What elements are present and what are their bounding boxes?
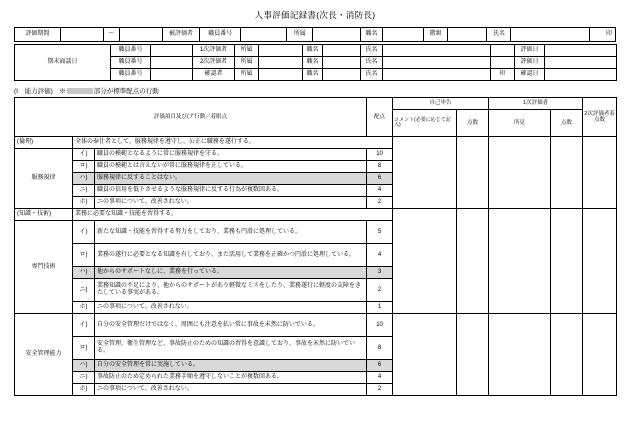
row-text: 業務の遂行に必要となる知識を有しており、また活用して業務を正確かつ円滑に処理している。 [95, 244, 367, 267]
row-points: 2 [367, 279, 393, 302]
table-row [15, 314, 617, 337]
group-subject-1: 服務規律 [15, 149, 73, 209]
confirmer-post-label: 職名 [303, 69, 323, 81]
row-text: 職員の信用を低下させるような服務規律に反する行為が複数回ある。 [95, 185, 367, 197]
shade-swatch [67, 88, 93, 94]
evaluator2-role: 2次評価者 [193, 57, 235, 69]
group-subject-3: 安全管理能力 [15, 314, 73, 396]
row-text: 新たな知識・技能を習得する努力をしており、業務も円滑に処理している。 [95, 221, 367, 244]
evaluators-table [14, 44, 617, 81]
name-field[interactable] [511, 28, 589, 42]
col-header-self-score: 点数 [457, 110, 489, 137]
affiliation-field[interactable] [313, 28, 361, 42]
row-marker: イ) [73, 314, 95, 337]
col-header-first-score: 点数 [551, 110, 583, 137]
row-marker: ニ) [73, 279, 95, 302]
evaluator1-date-field[interactable] [545, 45, 617, 57]
first-score-cell-2[interactable] [551, 209, 583, 314]
row-points: 6 [367, 360, 393, 372]
first-opinion-cell-2[interactable] [489, 209, 551, 314]
col-header-points: 配点 [367, 98, 393, 137]
second-score-cell-2[interactable] [583, 209, 617, 314]
period-to-field[interactable] [119, 28, 163, 42]
group-subject-2: 専門技術 [15, 221, 73, 314]
row-marker: ホ) [73, 302, 95, 314]
evaluator2-affiliation-field[interactable] [259, 57, 303, 69]
self-score-cell-1[interactable] [457, 137, 489, 209]
rank-field[interactable] [448, 28, 487, 42]
row-marker: ハ) [73, 173, 95, 185]
col-header-self-report: 自己申告 [393, 98, 489, 110]
evaluator1-date-label: 評価日 [515, 45, 545, 57]
confirmer-name-label: 氏名 [361, 69, 383, 81]
row-text: 業務知識の不足により、他からのサポートがあり軽微なミスをしたり、業務遂行に軽度の支障をきたしている事実がある。 [95, 279, 367, 302]
row-points: 4 [367, 185, 393, 197]
row-marker: ハ) [73, 360, 95, 372]
period-label: 評価期間 [15, 28, 61, 42]
affiliation-label: 所属 [287, 28, 313, 42]
evaluator1-affiliation-field[interactable] [259, 45, 303, 57]
second-score-cell-3[interactable] [583, 314, 617, 396]
first-score-cell-1[interactable] [551, 137, 583, 209]
col-header-first-opinion: 所見 [489, 110, 551, 137]
header-block [14, 27, 616, 81]
section-label [14, 86, 630, 95]
row-marker: ホ) [73, 384, 95, 396]
first-score-cell-3[interactable] [551, 314, 583, 396]
evaluatee-label: 被評価者 [163, 28, 200, 42]
document-page [0, 9, 630, 448]
row-marker: イ) [73, 221, 95, 244]
group-heading-1: 全体の奉仕者として、服務規律を遵守し、公正に職務を遂行する。 [73, 137, 393, 149]
self-comment-cell-2[interactable] [393, 209, 457, 314]
evaluator1-no-field[interactable] [151, 45, 193, 57]
employee-no-field[interactable] [241, 28, 287, 42]
evaluator1-post-field[interactable] [323, 45, 361, 57]
row-points: 8 [367, 161, 393, 173]
evaluator2-post-label: 職名 [303, 57, 323, 69]
row-points: 8 [367, 337, 393, 360]
row-points: 5 [367, 221, 393, 244]
row-points: 6 [367, 173, 393, 185]
evaluator1-name-label: 氏名 [361, 45, 383, 57]
row-marker: ホ) [73, 197, 95, 209]
seal-mark: 印 [589, 28, 615, 42]
evaluator2-name-field[interactable] [383, 57, 491, 69]
confirmer-role: 確認者 [193, 69, 235, 81]
row-text: ニの事項について、改善されない。 [95, 302, 367, 314]
evaluator2-date-field[interactable] [545, 57, 617, 69]
evaluator2-date-label: 評価日 [515, 57, 545, 69]
period-from-field[interactable] [60, 28, 104, 42]
row-points: 4 [367, 244, 393, 267]
row-text: 服務規律に反することはない。 [95, 173, 367, 185]
row-marker: ロ) [73, 244, 95, 267]
post-field[interactable] [382, 28, 423, 42]
first-opinion-cell-3[interactable] [489, 314, 551, 396]
row-points: 2 [367, 197, 393, 209]
col-header-second-eval: 2次評価者着点数 [583, 98, 617, 137]
page-title: 人事評価記録書(次長・消防長) [254, 10, 376, 20]
evaluator1-no-label: 職員番号 [111, 45, 151, 57]
self-comment-cell-1[interactable] [393, 137, 457, 209]
col-header-first-eval: 1次評価者 [489, 98, 583, 110]
confirmer-date-field[interactable] [545, 69, 617, 81]
section-label-pre: (Ⅰ 能力評価) ※ [14, 88, 66, 95]
evaluator1-seal [491, 45, 515, 57]
row-text: ニの事項について、改善されない。 [95, 197, 367, 209]
row-marker: ニ) [73, 372, 95, 384]
section-label-post: 部分が標準配点の行動 [93, 88, 159, 95]
group-category-1: (倫理) [15, 137, 73, 149]
evaluator2-seal [491, 57, 515, 69]
row-text: 安全管理、衛生管理など、事故防止のための知識の習得を意識しており、事故を未然に防いでいる。 [95, 337, 367, 360]
group-heading-row [15, 209, 617, 221]
row-text: 職員の模範とは言えないが常に服務規律を正している。 [95, 161, 367, 173]
group-heading-2: 業務に必要な知識・技能を習得する。 [73, 209, 393, 221]
evaluation-table-wrap [14, 97, 616, 396]
row-marker: ニ) [73, 185, 95, 197]
row-text: 自分の安全管理だけではなく、周囲にも注意を払い常に事故を未然に防いでいる。 [95, 314, 367, 337]
col-header-self-comment: コメント(必要に応じて記入) [393, 110, 457, 137]
confirmer-affiliation-label: 所属 [235, 69, 259, 81]
col-header-items: 評価項目及び(ア行動／着眼点 [15, 98, 367, 137]
confirmer-affiliation-field[interactable] [259, 69, 303, 81]
row-points: 1 [367, 302, 393, 314]
evaluator2-post-field[interactable] [323, 57, 361, 69]
post-label: 職名 [361, 28, 383, 42]
evaluation-table [14, 97, 617, 396]
row-points: 2 [367, 384, 393, 396]
employee-no-label: 職員番号 [200, 28, 241, 42]
confirmer-date-label: 確認日 [515, 69, 545, 81]
group-heading-row [15, 137, 617, 149]
evaluator1-role: 1次評価者 [193, 45, 235, 57]
confirmer-no-field[interactable] [151, 69, 193, 81]
row-text: 自分の安全管理を常に実施している。 [95, 360, 367, 372]
row-text: ニの事項について、改善されない。 [95, 384, 367, 396]
row-text: 他からのサポートなしに、業務を行っている。 [95, 267, 367, 279]
row-marker: ロ) [73, 161, 95, 173]
name-label: 氏名 [487, 28, 511, 42]
evaluator2-no-field[interactable] [151, 57, 193, 69]
row-points: 10 [367, 314, 393, 337]
self-comment-cell-3[interactable] [393, 314, 457, 396]
interview-date-label: 期末面談日 [15, 45, 111, 81]
self-score-cell-3[interactable] [457, 314, 489, 396]
first-opinion-cell-1[interactable] [489, 137, 551, 209]
row-marker: ハ) [73, 267, 95, 279]
row-points: 3 [367, 267, 393, 279]
confirmer-post-field[interactable] [323, 69, 361, 81]
evaluator2-affiliation-label: 所属 [235, 57, 259, 69]
confirmer-seal: 印 [491, 69, 515, 81]
row-points: 10 [367, 149, 393, 161]
evaluator2-name-label: 氏名 [361, 57, 383, 69]
evaluatee-table [14, 27, 616, 42]
group-category-2: (知識・技術) [15, 209, 73, 221]
row-text: 事故防止のため定められた業務手順を遵守しないことが複数回ある。 [95, 372, 367, 384]
second-score-cell-1[interactable] [583, 137, 617, 209]
confirmer-name-field[interactable] [383, 69, 491, 81]
row-marker: イ) [73, 149, 95, 161]
evaluator1-affiliation-label: 所属 [235, 45, 259, 57]
self-score-cell-2[interactable] [457, 209, 489, 314]
evaluator2-no-label: 職員番号 [111, 57, 151, 69]
row-marker: ロ) [73, 337, 95, 360]
period-tilde: ～ [104, 28, 119, 42]
row-text: 職員の模範となるように常に服務規律を守る。 [95, 149, 367, 161]
evaluator1-post-label: 職名 [303, 45, 323, 57]
rank-label: 階級 [424, 28, 448, 42]
evaluator1-name-field[interactable] [383, 45, 491, 57]
row-points: 4 [367, 372, 393, 384]
confirmer-no-label: 職員番号 [111, 69, 151, 81]
